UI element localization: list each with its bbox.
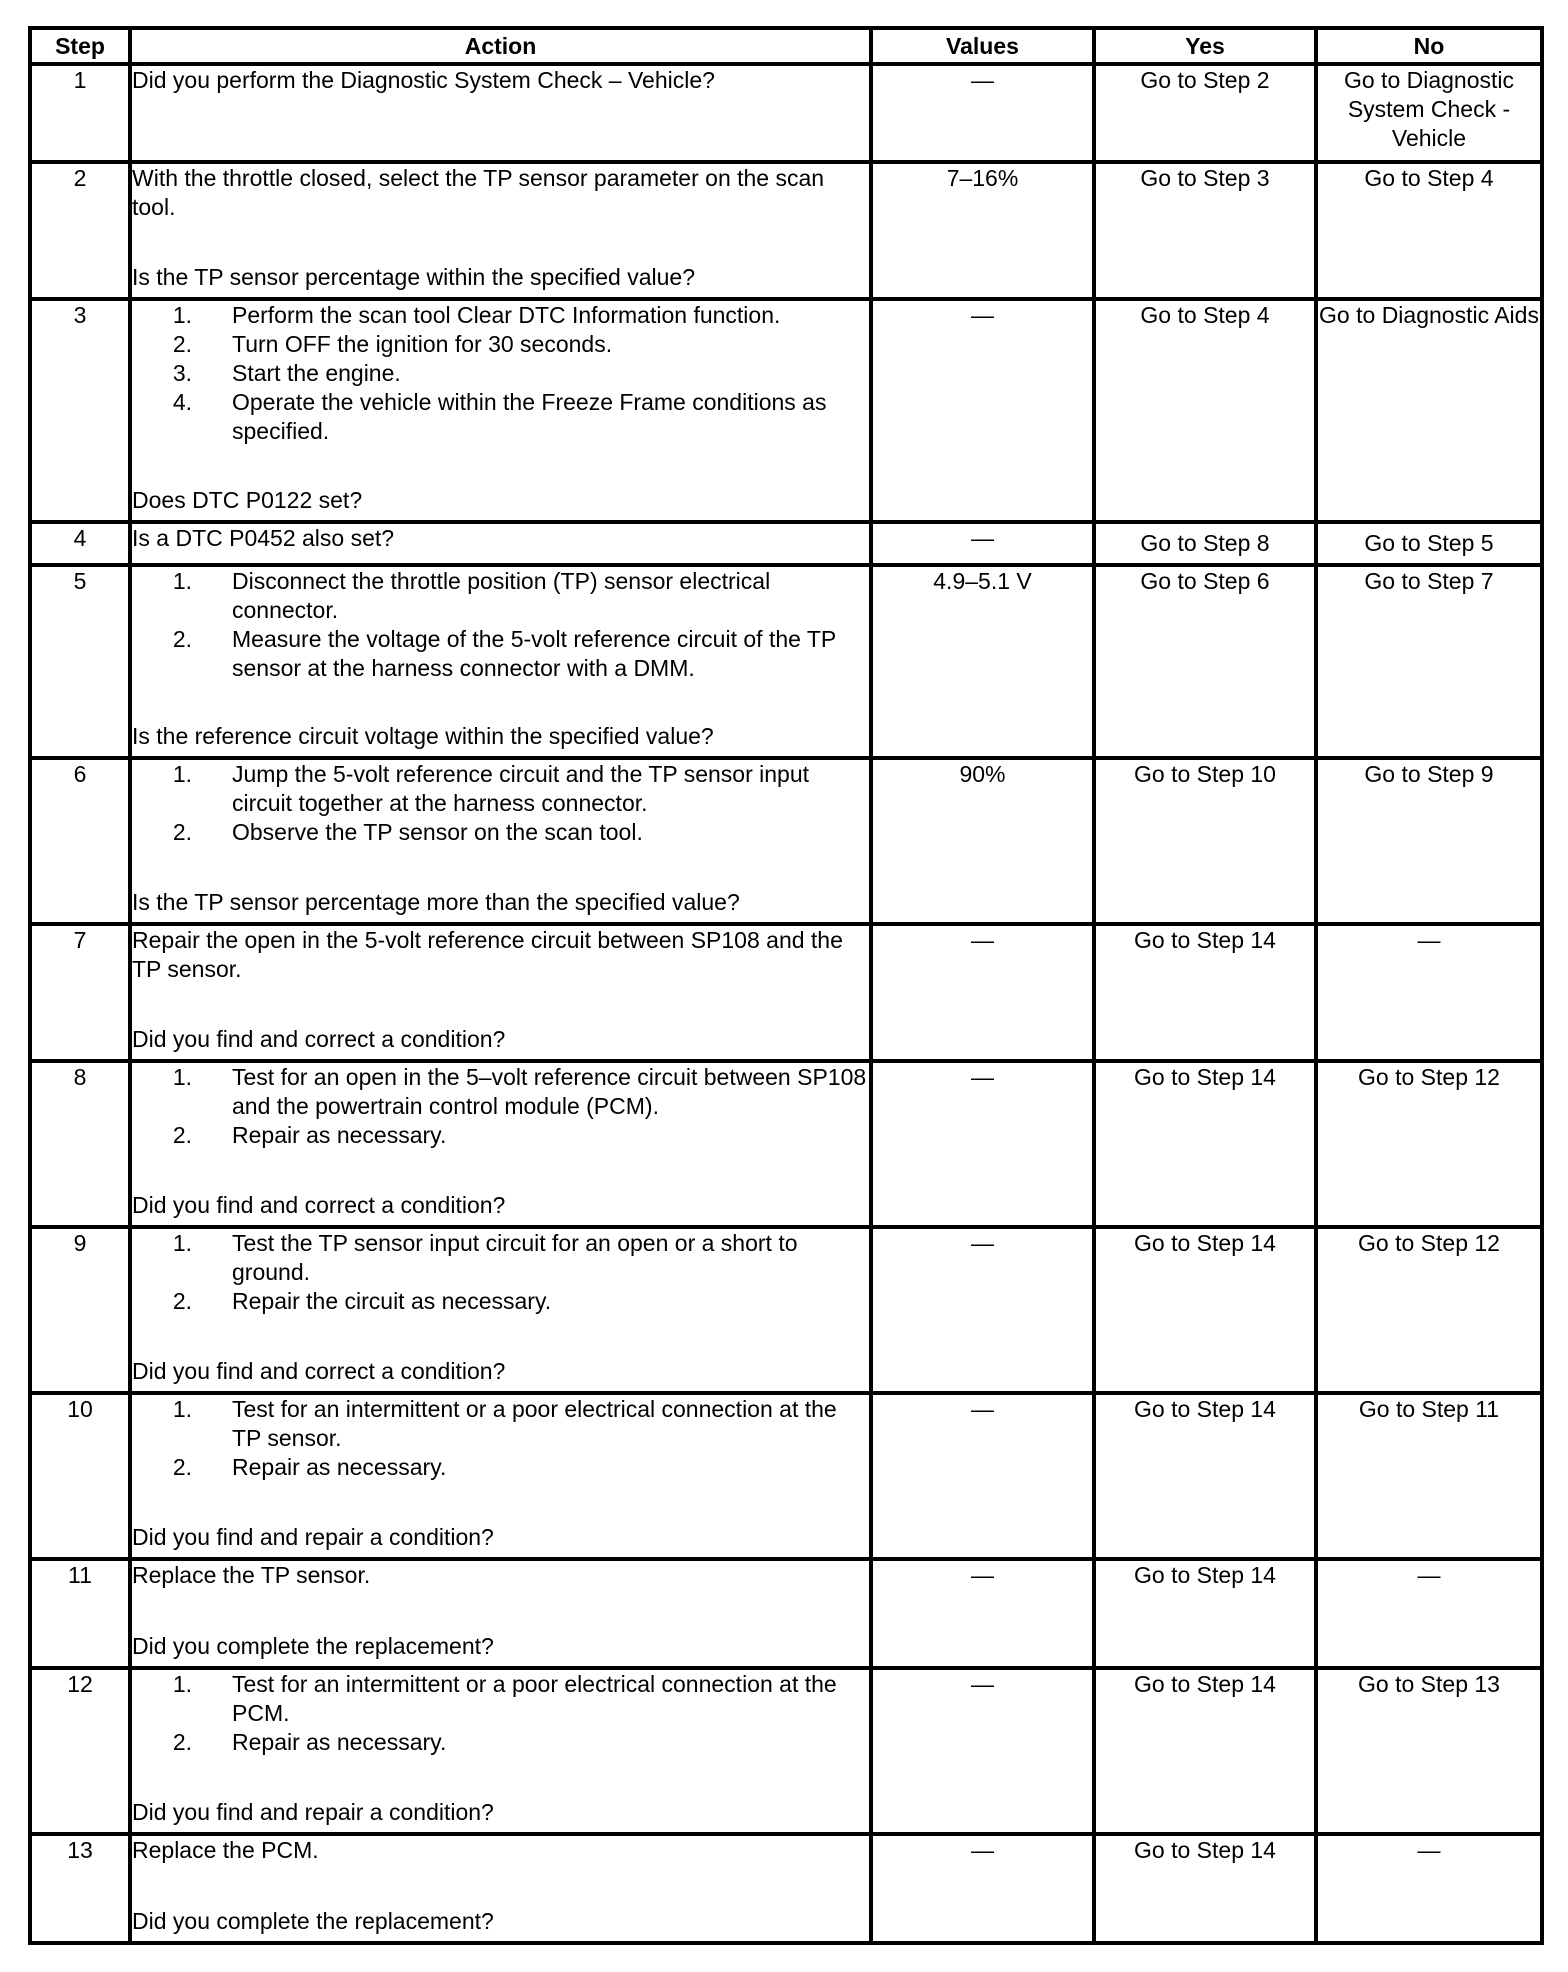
action-text: Is a DTC P0452 also set? [132, 525, 395, 551]
yes-cell: Go to Step 14 [1094, 1061, 1316, 1227]
value-cell: — [871, 1227, 1094, 1393]
action-step-text: Operate the vehicle within the Freeze Frame conditions as specified. [232, 389, 827, 444]
action-cell [130, 1559, 871, 1668]
value-cell: — [871, 299, 1094, 522]
action-steps [132, 1670, 869, 1757]
no-cell: Go to Step 7 [1316, 565, 1542, 758]
action-cell [130, 64, 871, 162]
action-step-text: Start the engine. [232, 360, 401, 386]
action-step-item [132, 625, 869, 683]
step-number: 12 [30, 1668, 130, 1834]
no-cell: Go to Diagnostic Aids [1316, 299, 1542, 522]
action-question: Did you find and correct a condition? [132, 1192, 506, 1218]
table-row [30, 1061, 1542, 1227]
action-step-text: Observe the TP sensor on the scan tool. [232, 819, 643, 845]
action-content [132, 1229, 869, 1386]
table-row [30, 64, 1542, 162]
action-step-text: Disconnect the throttle position (TP) sensor electrical connector. [232, 568, 771, 623]
value-cell: — [871, 1061, 1094, 1227]
no-cell: Go to Diagnostic System Check - Vehicle [1316, 64, 1542, 162]
step-number: 2 [30, 162, 130, 299]
action-step-text: Test for an intermittent or a poor electrical connection at the PCM. [232, 1671, 837, 1726]
action-step-item [132, 1453, 869, 1482]
action-step-item [132, 567, 869, 625]
action-step-item [132, 760, 869, 818]
table-row [30, 162, 1542, 299]
diagnostic-table-page [28, 26, 1540, 1945]
action-content [132, 1836, 869, 1936]
action-step-text: Repair the circuit as necessary. [232, 1288, 552, 1314]
table-row [30, 522, 1542, 565]
action-step-item [132, 818, 869, 847]
action-content [132, 1670, 869, 1827]
no-cell: — [1316, 924, 1542, 1061]
action-steps [132, 1063, 869, 1150]
step-number: 13 [30, 1834, 130, 1943]
action-question: Did you find and correct a condition? [132, 1358, 506, 1384]
yes-cell: Go to Step 4 [1094, 299, 1316, 522]
action-step-item [132, 1121, 869, 1150]
header-no: No [1316, 28, 1542, 64]
no-cell: — [1316, 1834, 1542, 1943]
no-cell: Go to Step 11 [1316, 1393, 1542, 1559]
yes-cell: Go to Step 14 [1094, 1227, 1316, 1393]
yes-cell: Go to Step 14 [1094, 1834, 1316, 1943]
action-step-text: Repair as necessary. [232, 1454, 447, 1480]
action-step-number: 2. [172, 819, 192, 845]
action-content [132, 760, 869, 917]
action-step-number: 1. [172, 1671, 192, 1697]
action-step-item [132, 1287, 869, 1316]
action-question: Is the reference circuit voltage within the specified value? [132, 723, 714, 749]
no-cell: Go to Step 12 [1316, 1227, 1542, 1393]
action-step-item [132, 1229, 869, 1287]
action-step-number: 1. [172, 1230, 192, 1256]
no-cell: — [1316, 1559, 1542, 1668]
action-cell [130, 1834, 871, 1943]
action-step-number: 1. [172, 1396, 192, 1422]
action-cell [130, 162, 871, 299]
action-step-item [132, 1063, 869, 1121]
no-cell: Go to Step 13 [1316, 1668, 1542, 1834]
action-cell [130, 1393, 871, 1559]
action-content [132, 66, 869, 155]
action-steps [132, 1395, 869, 1482]
action-question: Did you find and repair a condition? [132, 1799, 494, 1825]
value-cell: — [871, 1393, 1094, 1559]
action-cell [130, 1061, 871, 1227]
no-cell: Go to Step 9 [1316, 758, 1542, 924]
header-row [30, 28, 1542, 64]
action-step-item [132, 1728, 869, 1757]
action-content [132, 164, 869, 292]
action-steps [132, 301, 869, 446]
action-content [132, 1561, 869, 1661]
action-step-text: Repair as necessary. [232, 1122, 447, 1148]
diagnostic-table [28, 26, 1544, 1945]
action-step-text: Turn OFF the ignition for 30 seconds. [232, 331, 613, 357]
action-step-text: Measure the voltage of the 5-volt reference circuit of the TP sensor at the harness connector with a DMM. [232, 626, 836, 681]
action-step-item [132, 1395, 869, 1453]
step-number: 5 [30, 565, 130, 758]
action-text: Replace the TP sensor. [132, 1562, 371, 1588]
header-values: Values [871, 28, 1094, 64]
step-number: 8 [30, 1061, 130, 1227]
action-question: Did you complete the replacement? [132, 1633, 494, 1659]
step-number: 7 [30, 924, 130, 1061]
header-yes: Yes [1094, 28, 1316, 64]
action-step-item [132, 330, 869, 359]
value-cell: — [871, 1834, 1094, 1943]
action-cell [130, 565, 871, 758]
action-text: Repair the open in the 5-volt reference circuit between SP108 and the TP sensor. [132, 927, 843, 982]
action-step-number: 3. [172, 360, 192, 386]
action-step-number: 1. [172, 761, 192, 787]
action-text: Did you perform the Diagnostic System Check – Vehicle? [132, 67, 715, 93]
action-question: Does DTC P0122 set? [132, 487, 363, 513]
table-row [30, 758, 1542, 924]
step-number: 6 [30, 758, 130, 924]
action-content [132, 1063, 869, 1220]
table-row [30, 1668, 1542, 1834]
step-number: 11 [30, 1559, 130, 1668]
yes-cell: Go to Step 8 [1094, 522, 1316, 565]
yes-cell: Go to Step 10 [1094, 758, 1316, 924]
yes-cell: Go to Step 3 [1094, 162, 1316, 299]
action-step-number: 2. [172, 331, 192, 357]
yes-cell: Go to Step 6 [1094, 565, 1316, 758]
value-cell: — [871, 924, 1094, 1061]
action-step-text: Test for an intermittent or a poor electrical connection at the TP sensor. [232, 1396, 837, 1451]
action-step-number: 2. [172, 1288, 192, 1314]
value-cell: 90% [871, 758, 1094, 924]
action-cell [130, 522, 871, 565]
action-step-number: 4. [172, 389, 192, 415]
action-cell [130, 1227, 871, 1393]
value-cell: — [871, 1559, 1094, 1668]
step-number: 3 [30, 299, 130, 522]
action-content [132, 301, 869, 515]
action-step-item [132, 1670, 869, 1728]
action-step-item [132, 301, 869, 330]
value-cell: 7–16% [871, 162, 1094, 299]
step-number: 9 [30, 1227, 130, 1393]
yes-cell: Go to Step 14 [1094, 1393, 1316, 1559]
step-number: 10 [30, 1393, 130, 1559]
action-step-text: Repair as necessary. [232, 1729, 447, 1755]
action-steps [132, 760, 869, 847]
action-content [132, 1395, 869, 1552]
value-cell: — [871, 64, 1094, 162]
value-cell: — [871, 1668, 1094, 1834]
action-step-item [132, 388, 869, 446]
action-cell [130, 1668, 871, 1834]
header-action: Action [130, 28, 871, 64]
action-step-text: Jump the 5-volt reference circuit and the TP sensor input circuit together at the harness connector. [232, 761, 810, 816]
action-text: Replace the PCM. [132, 1837, 319, 1863]
yes-cell: Go to Step 14 [1094, 1668, 1316, 1834]
action-content [132, 567, 869, 751]
action-step-number: 2. [172, 1122, 192, 1148]
no-cell: Go to Step 12 [1316, 1061, 1542, 1227]
table-row [30, 565, 1542, 758]
table-row [30, 1559, 1542, 1668]
action-cell [130, 924, 871, 1061]
yes-cell: Go to Step 14 [1094, 1559, 1316, 1668]
table-row [30, 924, 1542, 1061]
action-step-number: 1. [172, 302, 192, 328]
table-row [30, 299, 1542, 522]
action-step-text: Test the TP sensor input circuit for an open or a short to ground. [232, 1230, 798, 1285]
table-body [30, 64, 1542, 1943]
no-cell: Go to Step 5 [1316, 522, 1542, 565]
action-step-number: 1. [172, 568, 192, 594]
step-number: 4 [30, 522, 130, 565]
action-steps [132, 567, 869, 683]
action-content [132, 524, 869, 558]
no-cell: Go to Step 4 [1316, 162, 1542, 299]
action-step-number: 2. [172, 626, 192, 652]
action-cell [130, 299, 871, 522]
action-text: With the throttle closed, select the TP sensor parameter on the scan tool. [132, 165, 825, 220]
action-question: Is the TP sensor percentage more than the specified value? [132, 889, 740, 915]
value-cell: 4.9–5.1 V [871, 565, 1094, 758]
action-step-item [132, 359, 869, 388]
action-question: Did you complete the replacement? [132, 1908, 494, 1934]
action-question: Is the TP sensor percentage within the specified value? [132, 264, 695, 290]
action-step-number: 2. [172, 1454, 192, 1480]
yes-cell: Go to Step 2 [1094, 64, 1316, 162]
action-question: Did you find and repair a condition? [132, 1524, 494, 1550]
action-question: Did you find and correct a condition? [132, 1026, 506, 1052]
action-step-number: 2. [172, 1729, 192, 1755]
value-cell: — [871, 522, 1094, 565]
action-content [132, 926, 869, 1054]
header-step: Step [30, 28, 130, 64]
table-row [30, 1227, 1542, 1393]
yes-cell: Go to Step 14 [1094, 924, 1316, 1061]
action-step-text: Test for an open in the 5–volt reference circuit between SP108 and the powertrain control module (PCM). [232, 1064, 867, 1119]
table-row [30, 1834, 1542, 1943]
action-step-number: 1. [172, 1064, 192, 1090]
table-row [30, 1393, 1542, 1559]
action-steps [132, 1229, 869, 1316]
step-number: 1 [30, 64, 130, 162]
action-cell [130, 758, 871, 924]
action-step-text: Perform the scan tool Clear DTC Information function. [232, 302, 781, 328]
